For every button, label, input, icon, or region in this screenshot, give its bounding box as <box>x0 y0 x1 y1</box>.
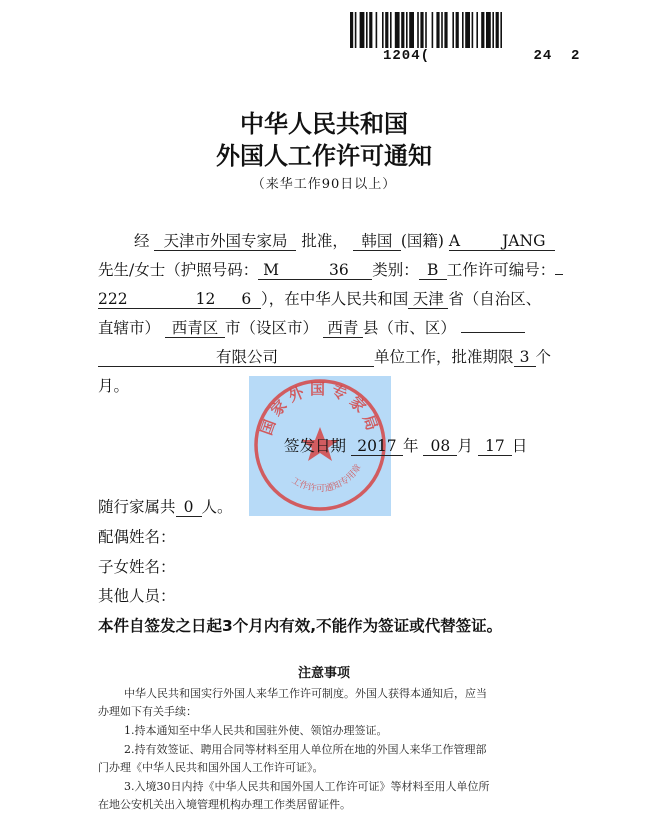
approval-period: 3 <box>514 348 536 367</box>
body-line-4: 直辖市） 西青区 市（设区市） 西青 县（市、区） <box>98 318 525 338</box>
other-persons-label: 其他人员： <box>98 587 176 605</box>
issue-date: 签发日期 2017 年 08 月 17 日 <box>284 437 528 455</box>
issuing-bureau: 天津市外国专家局 <box>154 232 296 251</box>
note-item-3-line-2: 在地公安机关出入境管理机构办理工作类居留证件。 <box>98 798 351 811</box>
svg-text:国家外国专家局: 国家外国专家局 <box>257 380 383 438</box>
permit-category: B <box>419 261 447 280</box>
body-line-3: 222 12 6 ），在中华人民共和国 天津 省（自治区、 <box>98 290 542 308</box>
employer-name: 有限公司 <box>98 348 374 367</box>
barcode <box>350 12 560 48</box>
scope-note: （来华工作90日以上） <box>251 177 397 192</box>
validity-notice: 本件自签发之日起3个月内有效,不能作为签证或代替签证。 <box>98 617 503 635</box>
body-line-6: 月。 <box>98 377 130 395</box>
barcode-number: 1204( 24 2 <box>383 48 581 64</box>
document-subtitle: 外国人工作许可通知 <box>216 141 432 170</box>
children-name-label: 子女姓名： <box>98 558 176 576</box>
county-field: 西青 <box>323 319 363 338</box>
issue-month: 08 <box>423 437 457 456</box>
note-item-1: 1.持本通知至中华人民共和国驻外使、领馆办理签证。 <box>124 724 388 737</box>
issue-day: 17 <box>478 437 512 456</box>
family-count: 随行家属共 0 人。 <box>98 498 233 516</box>
note-intro-2: 办理如下有关手续： <box>98 705 197 718</box>
country-field: 韩国 <box>353 232 401 251</box>
applicant-name: A JANG <box>449 232 555 251</box>
permit-number: 222 12 6 <box>98 290 261 309</box>
document-title: 中华人民共和国 <box>240 109 408 138</box>
note-intro-1: 中华人民共和国实行外国人来华工作许可制度。外国人获得本通知后，应当 <box>124 687 487 700</box>
notes-title: 注意事项 <box>297 666 350 681</box>
body-line-1: 经 天津市外国专家局 批准， 韩国 (国籍) A JANG <box>134 231 555 251</box>
passport-number: M 36 <box>258 261 372 280</box>
province-field: 天津 <box>408 290 448 309</box>
issue-year: 2017 <box>351 437 403 456</box>
note-item-3-line-1: 3.入境30日内持《中华人民共和国外国人工作许可证》等材料至用人单位所 <box>124 780 490 793</box>
spouse-name-label: 配偶姓名： <box>98 528 176 546</box>
note-item-2-line-1: 2.持有效签证、聘用合同等材料至用人单位所在地的外国人来华工作管理部 <box>124 743 487 756</box>
body-line-2: 先生/女士（护照号码： M 36 类别： B 工作许可编号： <box>98 260 563 280</box>
body-line-5: 有限公司 单位工作，批准期限 3 个 <box>98 347 551 367</box>
city-field: 西青区 <box>165 319 225 338</box>
svg-text:工作许可通知专用章: 工作许可通知专用章 <box>289 462 364 495</box>
note-item-2-line-2: 门办理《中华人民共和国外国人工作许可证》。 <box>98 761 324 774</box>
